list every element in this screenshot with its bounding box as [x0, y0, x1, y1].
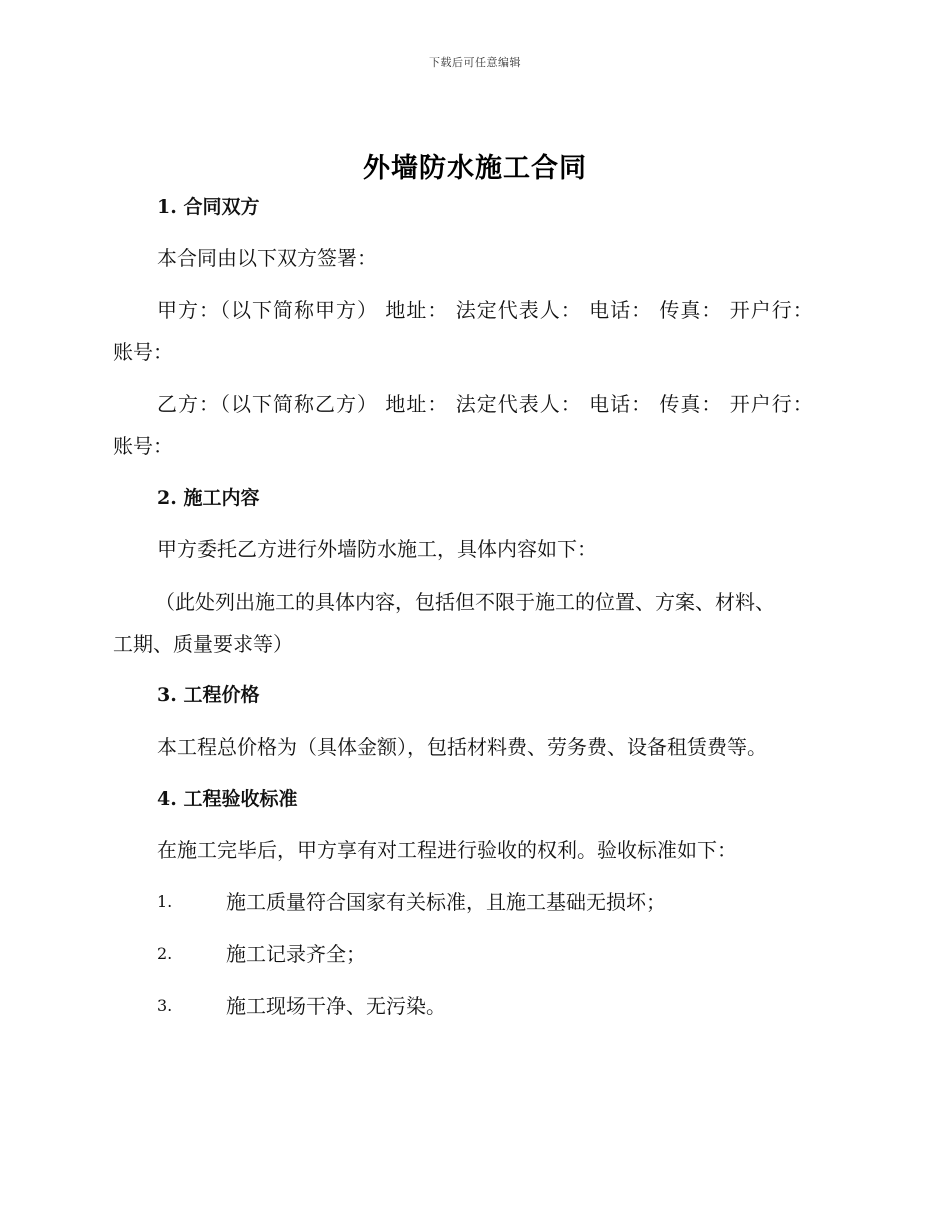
party-b-line-1: 乙方：（以下简称乙方） 地址： 法定代表人： 电话： 传真： 开户行：: [157, 392, 814, 416]
section-4-intro: 在施工完毕后，甲方享有对工程进行验收的权利。验收标准如下：: [157, 838, 737, 862]
list-item: 施工质量符合国家有关标准，且施工基础无损坏；: [226, 890, 666, 914]
document-title: 外墙防水施工合同: [363, 153, 587, 184]
section-2-detail-line-1: （此处列出施工的具体内容，包括但不限于施工的位置、方案、材料、: [155, 590, 775, 614]
section-2-intro: 甲方委托乙方进行外墙防水施工，具体内容如下：: [157, 537, 597, 561]
section-3-heading: 3. 工程价格: [157, 684, 260, 706]
list-item: 施工现场干净、无污染。: [226, 994, 446, 1018]
header-note: 下载后可任意编辑: [429, 56, 521, 69]
party-a-line-1: 甲方：（以下简称甲方） 地址： 法定代表人： 电话： 传真： 开户行：: [157, 298, 814, 322]
section-1-intro: 本合同由以下双方签署：: [157, 246, 377, 270]
list-item-number: 3.: [157, 996, 173, 1015]
section-2-heading: 2. 施工内容: [157, 487, 260, 509]
party-a-line-2: 账号：: [113, 340, 173, 364]
section-2-detail-line-2: 工期、质量要求等）: [113, 632, 293, 656]
party-b-line-2: 账号：: [113, 434, 173, 458]
section-1-heading: 1. 合同双方: [157, 196, 260, 218]
list-item: 施工记录齐全；: [226, 942, 366, 966]
list-item-number: 2.: [157, 944, 173, 963]
section-3-text: 本工程总价格为（具体金额），包括材料费、劳务费、设备租赁费等。: [157, 735, 767, 759]
list-item-number: 1.: [157, 892, 173, 911]
section-4-heading: 4. 工程验收标准: [157, 788, 298, 810]
